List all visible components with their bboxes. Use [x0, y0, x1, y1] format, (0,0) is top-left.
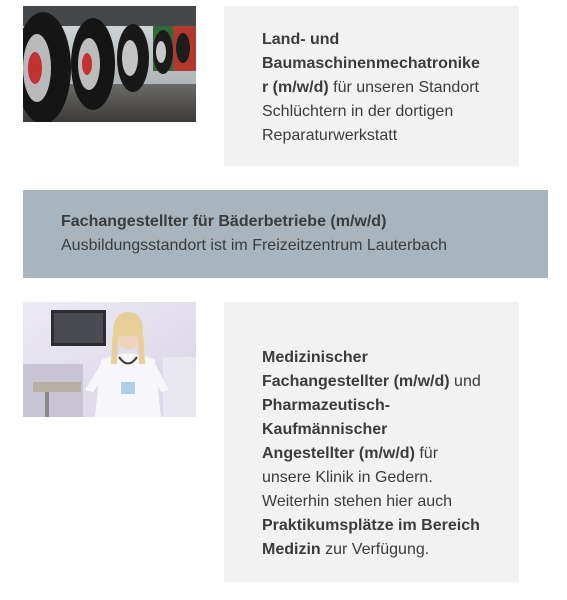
job-text [61, 210, 548, 258]
text-line [262, 370, 489, 394]
job-card-mechatronik [224, 6, 519, 166]
job-text [262, 28, 489, 148]
text-line [262, 394, 489, 418]
bold-text: Fachangestellter (m/w/d) [262, 373, 450, 390]
body-text: Weiterhin stehen hier auch [262, 493, 453, 510]
bold-text: Praktikumsplätze im Bereich [262, 517, 480, 534]
body-text: Schlüchtern in der dortigen [262, 103, 454, 120]
text-line [61, 210, 548, 234]
text-line [262, 28, 489, 52]
text-line [262, 514, 489, 538]
bold-text: Kaufmännischer [262, 421, 388, 438]
text-line [262, 124, 489, 148]
body-text: für unseren Standort [328, 79, 479, 96]
bold-text: Pharmazeutisch- [262, 397, 391, 414]
truck-wheels-photo [23, 6, 196, 122]
body-text: Ausbildungsstandort ist im Freizeitzentrum Lauterbach [61, 237, 447, 254]
text-line [262, 346, 489, 370]
text-line [262, 538, 489, 562]
bold-text: Medizinischer [262, 349, 368, 366]
body-text: und [449, 373, 481, 390]
body-text: zur Verfügung. [320, 541, 430, 558]
bold-text: Angestellter (m/w/d) [262, 445, 415, 462]
text-line [262, 418, 489, 442]
body-text: Reparaturwerkstatt [262, 127, 398, 144]
body-text: unsere Klinik in Gedern. [262, 469, 433, 486]
bold-text: Land- und [262, 31, 340, 48]
doctor-photo [23, 302, 196, 417]
bold-text: Medizin [262, 541, 321, 558]
bold-text: Fachangestellter für Bäderbetriebe (m/w/d) [61, 213, 387, 230]
bold-text: r (m/w/d) [262, 79, 329, 96]
body-text: für [414, 445, 439, 462]
text-line [61, 234, 548, 258]
text-line [262, 76, 489, 100]
text-line [262, 52, 489, 76]
text-line [262, 442, 489, 466]
job-card-medizin [224, 302, 519, 582]
text-line [262, 490, 489, 514]
job-text [262, 346, 489, 562]
text-line [262, 466, 489, 490]
job-banner-baederbetriebe [23, 190, 548, 278]
bold-text: Baumaschinenmechatronike [262, 55, 480, 72]
text-line [262, 100, 489, 124]
